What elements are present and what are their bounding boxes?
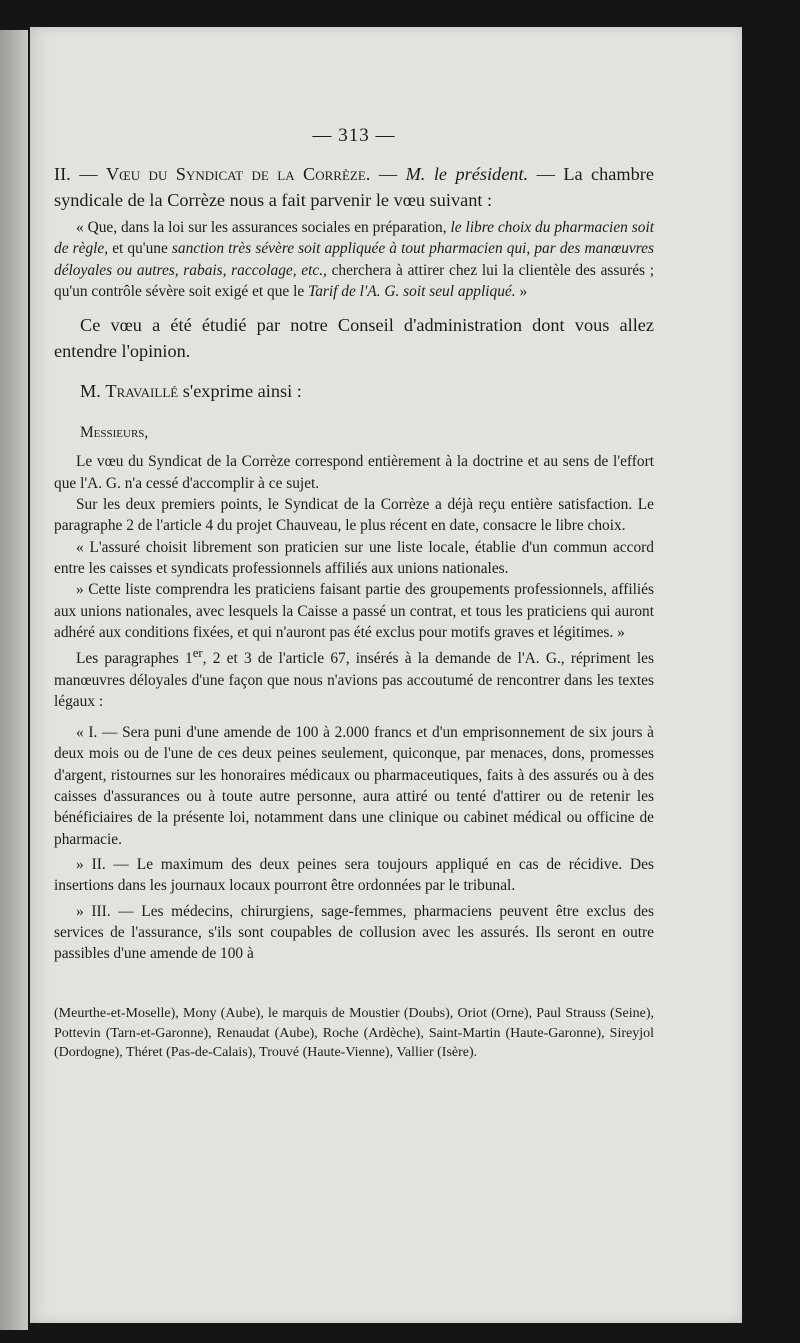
vow-italic: le libre choix du pharmacien soit de règle, — [54, 219, 654, 258]
article-section-2: » II. — Le maximum des deux peines sera toujours appliqué en cas de récidive. Des insertions dans les journaux locaux pourront être ordonnées par le tribunal. — [54, 855, 654, 895]
body-paragraph-2: Sur les deux premiers points, le Syndicat de la Corrèze a déjà reçu entière satisfaction. Le paragraphe 2 de l'article 4 du projet Chauveau, le plus récent en date, consacre le libre choix. — [54, 496, 654, 535]
studied-paragraph: Ce vœu a été étudié par notre Conseil d'administration dont vous allez entendre l'opinion. — [54, 315, 654, 362]
vow-italic: Tarif de l'A. G. soit seul appliqué. — [308, 282, 516, 300]
vow-italic: sanction très sévère soit appliquée à tout pharmacien qui, par des manœuvres déloyales ou autres, rabais, raccolage, etc., — [54, 240, 654, 279]
speaker-intro — [54, 378, 654, 404]
section-heading-paragraph — [54, 161, 654, 213]
body-paragraph-3: « L'assuré choisit librement son praticien sur une liste locale, établie d'un commun accord entre les caisses et syndicats professionnels affiliés aux unions nationales. — [54, 538, 654, 577]
speaker-name: M. le président. — [405, 164, 529, 184]
dash-separator: — — [528, 164, 564, 184]
body-paragraph-4: » Cette liste comprendra les praticiens faisant partie des groupements professionnels, affiliés aux unions nationales, avec lesquels la Caisse a passé un contrat, et tous les praticiens qui auront adhéré aux conditions fixées, et qui n'auront pas été exclus pour motifs graves et légitimes. » — [54, 581, 654, 641]
vow-text: » — [515, 282, 528, 300]
vow-text: « Que, dans la loi sur les assurances sociales en préparation, — [76, 219, 451, 236]
footnote-text: (Meurthe-et-Moselle), Mony (Aube), le marquis de Moustier (Doubs), Oriot (Orne), Paul Strauss (Seine), Pottevin (Tarn-et-Garonne), Renaudat (Aube), Roche (Ardèche), Saint-Martin (Haute-Garonne), Sireyjol (Dordogne), Théret (Pas-de-Calais), Trouvé (Haute-Vienne), Vallier (Isère). — [54, 1006, 654, 1061]
body-paragraph-1: Le vœu du Syndicat de la Corrèze correspond entièrement à la doctrine et au sens de l'effort que l'A. G. n'a cessé d'accomplir à ce sujet. — [54, 453, 654, 492]
speaker-suffix: s'exprime ainsi : — [178, 381, 302, 402]
vow-quote — [54, 217, 654, 302]
vow-text: et qu'une — [108, 240, 172, 258]
speaker-prefix: M. — [80, 381, 106, 402]
page-number: — 313 — — [312, 125, 396, 146]
vow-text: cherchera à attirer chez lui la clientèle des assurés ; qu'un contrôle sévère soit exigé et que le — [54, 261, 654, 300]
footnotes — [54, 1004, 654, 1063]
article-section-1: « I. — Sera puni d'une amende de 100 à 2.000 francs et d'un emprisonnement de six jours à deux mois ou de l'une de ces deux peines seulement, quiconque, par menaces, dons, promesses d'argent, ristournes sur les honoraires médicaux ou pharmaceutiques, faits à des assurés ou à des caisses d'assurances ou à toute autre personne, aura attiré ou tenté d'attirer ou de retenir les bénéficiaires de la présente loi, notamment dans une clinique ou cabinet médical ou officine de pharmacie. — [54, 724, 654, 848]
section-title: Vœu du Syndicat de la Corrèze. — [105, 164, 371, 184]
article-section-3: » III. — Les médecins, chirurgiens, sage-femmes, pharmaciens peuvent être exclus des services de l'assurance, s'ils sont coupables de collusion avec les assurés. Ils seront en outre passibles d'une amende de 100 à — [54, 902, 654, 963]
article-67-paragraph — [54, 643, 654, 712]
section-intro-text: La chambre syndicale de la Corrèze nous a fait parvenir le vœu suivant : — [54, 164, 654, 210]
page-content — [54, 125, 654, 1063]
article-67-text: Les paragraphes 1 — [76, 650, 193, 668]
facing-page-edge — [0, 30, 28, 1330]
salutation: Messieurs, — [80, 424, 149, 442]
speaker-name-travaille: Travaillé — [105, 381, 179, 402]
section-numeral: II. — — [54, 164, 106, 184]
article-67-text: , 2 et 3 de l'article 67, insérés à la demande de l'A. G., répriment les manœuvres déloyales d'une façon que nous n'avions pas accoutumé de rencontrer dans les textes légaux : — [54, 650, 654, 710]
document-page — [30, 27, 742, 1323]
dash-separator: — — [370, 164, 406, 184]
ordinal-superscript: er — [192, 646, 203, 661]
